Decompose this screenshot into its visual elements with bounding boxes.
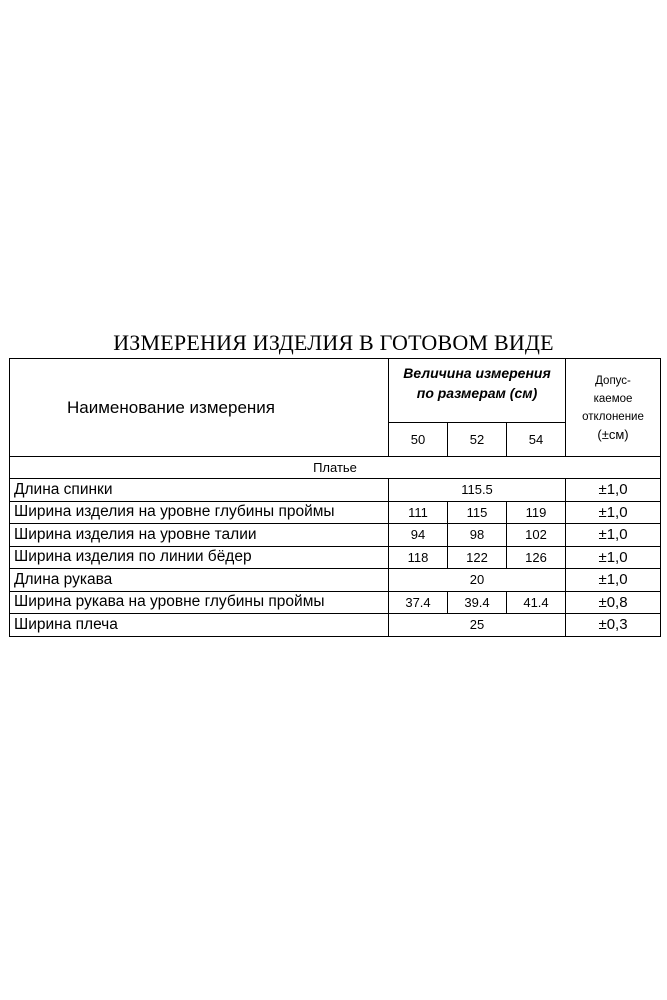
header-tol-line1: Допус- xyxy=(595,374,631,387)
header-tol-line4: (±см) xyxy=(597,426,629,442)
section-label: Платье xyxy=(10,457,661,479)
measurement-value: 102 xyxy=(507,524,566,547)
tolerance-value: ±1,0 xyxy=(566,479,661,502)
measurement-row xyxy=(10,614,661,637)
measurement-label: Ширина изделия на уровне глубины проймы xyxy=(10,501,389,524)
measurement-row xyxy=(10,569,661,592)
header-tolerance-cell xyxy=(566,359,661,457)
tolerance-value: ±1,0 xyxy=(566,524,661,547)
measurement-label: Ширина рукава на уровне глубины проймы xyxy=(10,591,389,614)
measurement-label: Ширина плеча xyxy=(10,614,389,637)
size-header: 50 xyxy=(389,423,448,457)
header-tol-line2: каемое xyxy=(593,392,633,405)
header-measure-line1: Величина измерения xyxy=(403,365,551,381)
size-header: 54 xyxy=(507,423,566,457)
measurement-value: 122 xyxy=(448,546,507,569)
measurement-row xyxy=(10,479,661,502)
measurement-value: 111 xyxy=(389,501,448,524)
measurement-value-all-sizes: 20 xyxy=(389,569,566,592)
measurement-row xyxy=(10,524,661,547)
measurement-value: 126 xyxy=(507,546,566,569)
measurement-value-all-sizes: 25 xyxy=(389,614,566,637)
tolerance-value: ±0,8 xyxy=(566,591,661,614)
tolerance-value: ±1,0 xyxy=(566,569,661,592)
measurement-value: 119 xyxy=(507,501,566,524)
header-tol-line3: отклонение xyxy=(582,410,644,423)
document-title: ИЗМЕРЕНИЯ ИЗДЕЛИЯ В ГОТОВОМ ВИДЕ xyxy=(113,330,554,355)
tolerance-value: ±0,3 xyxy=(566,614,661,637)
header-name-label: Наименование измерения xyxy=(66,397,275,417)
section-row xyxy=(10,457,661,479)
size-header: 52 xyxy=(448,423,507,457)
measurement-value: 39.4 xyxy=(448,591,507,614)
measurement-row xyxy=(10,546,661,569)
measurement-row xyxy=(10,591,661,614)
measurement-value: 41.4 xyxy=(507,591,566,614)
measurement-row xyxy=(10,501,661,524)
measurement-label: Ширина изделия на уровне талии xyxy=(10,524,389,547)
measurement-value: 37.4 xyxy=(389,591,448,614)
measurement-label: Ширина изделия по линии бёдер xyxy=(10,546,389,569)
measurement-value-all-sizes: 115.5 xyxy=(389,479,566,502)
measurement-value: 118 xyxy=(389,546,448,569)
measurement-value: 94 xyxy=(389,524,448,547)
measurements-table xyxy=(9,358,661,637)
header-name-cell xyxy=(10,359,389,457)
measurement-value: 115 xyxy=(448,501,507,524)
measurement-label: Длина спинки xyxy=(10,479,389,502)
tolerance-value: ±1,0 xyxy=(566,546,661,569)
tolerance-value: ±1,0 xyxy=(566,501,661,524)
measurement-label: Длина рукава xyxy=(10,569,389,592)
measurement-value: 98 xyxy=(448,524,507,547)
header-measure-line2: по размерам (см) xyxy=(416,385,538,401)
header-measure-cell xyxy=(389,359,566,423)
header-row xyxy=(10,359,661,423)
